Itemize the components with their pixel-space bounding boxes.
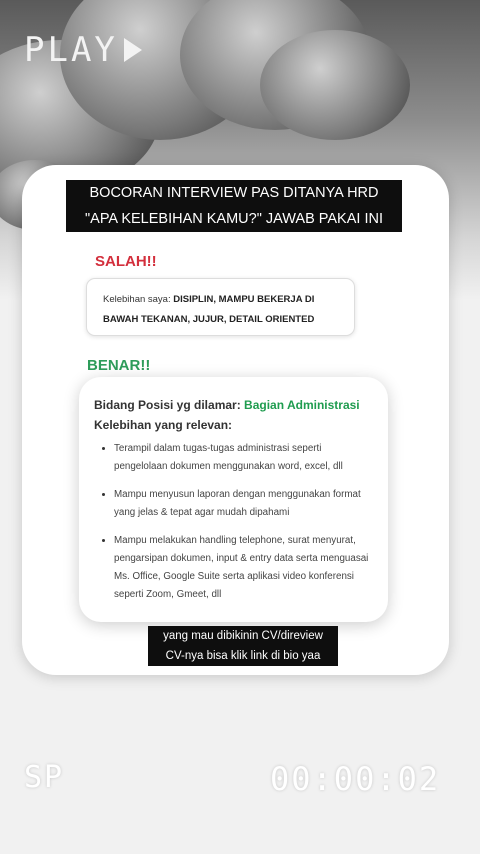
wrong-bold-2: BAWAH TEKANAN, JUJUR, DETAIL ORIENTED — [103, 314, 315, 325]
list-item: • Mampu menyusun laporan dengan menggunakan format yang jelas & tepat agar mudah dipahami — [114, 486, 374, 522]
right-label: BENAR!! — [87, 357, 151, 374]
timecode: 00:00:02 — [270, 760, 441, 798]
cta-line-1: yang mau dibikinin CV/direview — [163, 630, 323, 642]
relevant-heading: Kelebihan yang relevan: — [94, 418, 233, 432]
sp-indicator: SP — [24, 760, 65, 795]
position-label: Bidang Posisi yg dilamar: — [94, 398, 245, 412]
wrong-label: SALAH!! — [95, 253, 157, 270]
play-indicator — [24, 30, 142, 70]
right-answer-box — [79, 377, 388, 622]
wrong-answer-box — [86, 278, 355, 336]
play-icon — [124, 38, 142, 62]
list-item: • Terampil dalam tugas-tugas administrasi seperti pengelolaan dokumen menggunakan word, excel, dll — [114, 440, 374, 476]
headline — [66, 180, 402, 232]
play-label: PLAY — [24, 30, 118, 70]
wrong-bold-1: DISIPLIN, MAMPU BEKERJA DI — [173, 294, 315, 305]
photo-shape — [260, 30, 410, 140]
strengths-list — [94, 440, 374, 604]
wrong-prefix: Kelebihan saya: — [103, 294, 174, 305]
list-item: • Mampu melakukan handling telephone, surat menyurat, pengarsipan dokumen, input & entry data serta menguasai Ms. Office, Google Suite serta aplikasi video konferensi seperti Zoom, Gmeet, dll — [114, 532, 374, 604]
cta-line-2: CV-nya bisa klik link di bio yaa — [165, 650, 321, 662]
position-line — [94, 398, 374, 412]
headline-line-2: "APA KELEBIHAN KAMU?" JAWAB PAKAI INI — [85, 211, 383, 227]
cta-caption — [148, 626, 338, 666]
headline-line-1: BOCORAN INTERVIEW PAS DITANYA HRD — [89, 185, 379, 201]
position-value: Bagian Administrasi — [244, 398, 360, 412]
